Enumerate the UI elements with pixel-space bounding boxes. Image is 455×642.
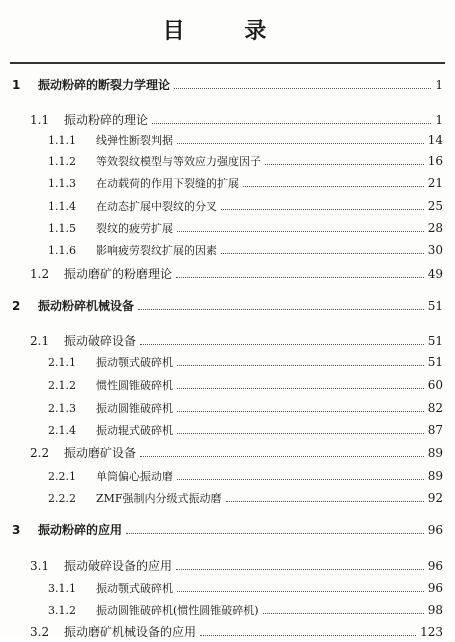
toc-entry-title: 等效裂纹模型与等效应力强度因子 xyxy=(96,155,261,168)
dot-leader xyxy=(177,388,424,389)
toc-entry-page: 16 xyxy=(427,154,443,168)
dot-leader xyxy=(176,569,424,570)
toc-entry-title: 振动磨矿机械设备的应用 xyxy=(64,625,197,639)
toc-entry xyxy=(48,218,443,238)
toc-entry xyxy=(48,151,443,171)
toc-entry-title: ZMF强制内分级式振动磨 xyxy=(96,492,222,505)
toc-entry xyxy=(30,110,443,130)
toc-entry-number: 3.1.1 xyxy=(48,582,76,595)
toc-entry-page: 82 xyxy=(427,401,443,415)
dot-leader xyxy=(177,433,424,434)
toc-entry-title: 振动粉碎机械设备 xyxy=(38,299,135,313)
dot-leader xyxy=(177,479,424,480)
dot-leader xyxy=(152,123,431,124)
title-rule xyxy=(10,62,445,64)
toc-entry-page: 89 xyxy=(427,446,443,460)
toc-entry-title: 振动辊式破碎机 xyxy=(96,424,173,437)
toc-entry xyxy=(48,173,443,193)
toc-entry xyxy=(48,578,443,598)
toc-entry xyxy=(48,352,443,372)
toc-entry-number: 1.1.4 xyxy=(48,200,76,213)
toc-entry-page: 87 xyxy=(427,423,443,437)
toc-entry-title: 振动颚式破碎机 xyxy=(96,582,173,595)
dot-leader xyxy=(174,88,431,89)
toc-entry-number: 1.1.6 xyxy=(48,244,76,257)
toc-entry-page: 51 xyxy=(427,334,443,348)
toc-entry-title: 振动粉碎的断裂力学理论 xyxy=(38,78,171,92)
toc-entry-number: 1.1.1 xyxy=(48,134,76,147)
toc-entry xyxy=(12,296,443,316)
toc-entry-number: 1.1.2 xyxy=(48,155,76,168)
toc-entry-number: 3 xyxy=(12,523,21,537)
toc-entry-number: 3.1.2 xyxy=(48,604,76,617)
toc-entry-title: 裂纹的疲劳扩展 xyxy=(96,222,173,235)
dot-leader xyxy=(221,209,424,210)
toc-entry xyxy=(30,443,443,463)
toc-entry-number: 1.2 xyxy=(30,267,50,281)
toc-entry xyxy=(12,75,443,95)
dot-leader xyxy=(177,365,424,366)
toc-entry-page: 21 xyxy=(427,176,443,190)
toc-entry-title: 惯性圆锥破碎机 xyxy=(96,379,173,392)
toc-entry-page: 60 xyxy=(427,378,443,392)
toc-entry-page: 51 xyxy=(427,355,443,369)
toc-entry-page: 1 xyxy=(435,78,443,92)
dot-leader xyxy=(243,186,424,187)
toc-entry-number: 1.1.5 xyxy=(48,222,76,235)
dot-leader xyxy=(177,591,424,592)
toc-entry-title: 线弹性断裂判据 xyxy=(96,134,173,147)
toc-entry-number: 2.1.3 xyxy=(48,402,76,415)
toc-entry-title: 振动粉碎的理论 xyxy=(64,113,149,127)
toc-entry-page: 96 xyxy=(427,559,443,573)
dot-leader xyxy=(226,501,424,502)
toc-entry-title: 振动破碎设备的应用 xyxy=(64,559,173,573)
toc-entry-number: 1.1.3 xyxy=(48,177,76,190)
toc-entry-number: 2.1 xyxy=(30,334,50,348)
toc-entry-title: 在动态扩展中裂纹的分叉 xyxy=(96,200,217,213)
toc-entry-page: 49 xyxy=(427,267,443,281)
toc-entry xyxy=(30,556,443,576)
toc-entry-title: 振动颚式破碎机 xyxy=(96,356,173,369)
dot-leader xyxy=(126,533,424,534)
toc-entry-title: 影响疲劳裂纹扩展的因素 xyxy=(96,244,217,257)
toc-entry xyxy=(30,331,443,351)
toc-entry-number: 2.2 xyxy=(30,446,50,460)
toc-entry-page: 96 xyxy=(427,523,443,537)
toc-entry-number: 2.2.2 xyxy=(48,492,76,505)
toc-entry-title: 振动圆锥破碎机(惯性圆锥破碎机) xyxy=(96,604,259,617)
toc-title: 目 录 xyxy=(162,19,293,44)
toc-entry-number: 3.1 xyxy=(30,559,50,573)
toc-entry xyxy=(48,488,443,508)
toc-entry xyxy=(48,600,443,620)
toc-entry-title: 振动破碎设备 xyxy=(64,334,137,348)
toc-entry-title: 单筒偏心振动磨 xyxy=(96,470,173,483)
toc-entry xyxy=(12,520,443,540)
toc-entry-page: 1 xyxy=(435,113,443,127)
toc-entry-page: 30 xyxy=(427,243,443,257)
toc-entry xyxy=(30,622,443,642)
dot-leader xyxy=(177,143,424,144)
toc-entry-title: 振动粉碎的应用 xyxy=(38,523,123,537)
dot-leader xyxy=(138,309,424,310)
toc-entry-number: 3.2 xyxy=(30,625,50,639)
toc-entry-page: 96 xyxy=(427,581,443,595)
toc-entry-title: 振动磨矿设备 xyxy=(64,446,137,460)
toc-entry-page: 92 xyxy=(427,491,443,505)
dot-leader xyxy=(140,344,424,345)
toc-entry-number: 1 xyxy=(12,78,21,92)
toc-entry-page: 14 xyxy=(427,133,443,147)
toc-entry-number: 1.1 xyxy=(30,113,50,127)
toc-entry-page: 51 xyxy=(427,299,443,313)
toc-entry-title: 振动磨矿的粉磨理论 xyxy=(64,267,173,281)
dot-leader xyxy=(177,411,424,412)
toc-entry xyxy=(30,264,443,284)
toc-entry-number: 2.2.1 xyxy=(48,470,76,483)
toc-entry-page: 25 xyxy=(427,199,443,213)
dot-leader xyxy=(177,231,424,232)
dot-leader xyxy=(221,253,424,254)
toc-entry xyxy=(48,240,443,260)
toc-entry-title: 振动圆锥破碎机 xyxy=(96,402,173,415)
toc-entry xyxy=(48,196,443,216)
toc-entry-page: 98 xyxy=(427,603,443,617)
toc-entry-number: 2.1.1 xyxy=(48,356,76,369)
toc-entry-title: 在动载荷的作用下裂缝的扩展 xyxy=(96,177,239,190)
toc-entry-number: 2.1.2 xyxy=(48,379,76,392)
toc-entry xyxy=(48,398,443,418)
dot-leader xyxy=(140,456,424,457)
dot-leader xyxy=(176,277,424,278)
toc-entry xyxy=(48,466,443,486)
toc-entry-number: 2.1.4 xyxy=(48,424,76,437)
toc-entry-page: 123 xyxy=(420,625,443,639)
toc-entry-page: 89 xyxy=(427,469,443,483)
toc-entry xyxy=(48,420,443,440)
toc-entry xyxy=(48,130,443,150)
toc-entry xyxy=(48,375,443,395)
dot-leader xyxy=(265,164,424,165)
toc-entry-number: 2 xyxy=(12,299,21,313)
dot-leader xyxy=(263,613,424,614)
toc-entry-page: 28 xyxy=(427,221,443,235)
